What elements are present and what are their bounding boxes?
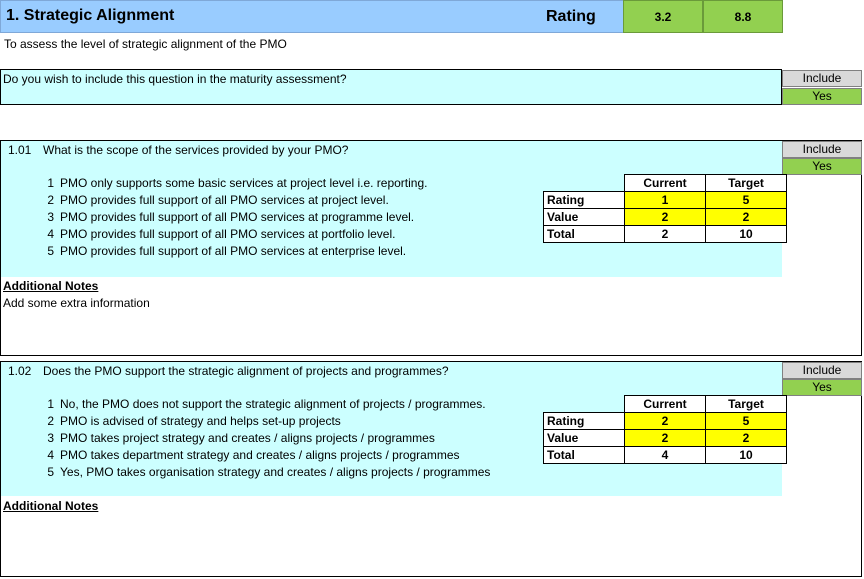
question-number: 1.02 — [8, 364, 32, 378]
option-number: 5 — [47, 244, 54, 258]
option-number: 2 — [47, 193, 54, 207]
option-text: PMO takes department strategy and creates / aligns projects / programmes — [60, 448, 460, 462]
option-number: 2 — [47, 414, 54, 428]
list-item — [40, 243, 428, 260]
grid-header-current: Current — [625, 175, 706, 192]
list-item — [40, 175, 428, 192]
grid-row-label: Value — [544, 209, 625, 226]
question-text: What is the scope of the services provided by your PMO? — [43, 143, 349, 157]
option-text: Yes, PMO takes organisation strategy and creates / aligns projects / programmes — [60, 465, 491, 479]
additional-notes-field[interactable] — [3, 516, 773, 572]
list-item — [40, 192, 428, 209]
option-text: PMO takes project strategy and creates / aligns projects / programmes — [60, 431, 435, 445]
grid-corner — [544, 396, 625, 413]
target-total: 10 — [706, 226, 787, 243]
grid-header-target: Target — [706, 175, 787, 192]
option-text: PMO provides full support of all PMO services at portfolio level. — [60, 227, 396, 241]
question-text: Does the PMO support the strategic alignment of projects and programmes? — [43, 364, 449, 378]
option-text: PMO is advised of strategy and helps set-up projects — [60, 414, 341, 428]
list-item — [40, 396, 490, 413]
target-rating-input[interactable]: 5 — [706, 192, 787, 209]
grid-header-current: Current — [625, 396, 706, 413]
rating-grid — [543, 395, 787, 464]
list-item — [40, 209, 428, 226]
options-list — [40, 396, 490, 481]
grid-row-label: Total — [544, 447, 625, 464]
current-rating-input[interactable]: 2 — [625, 413, 706, 430]
question-number: 1.01 — [8, 143, 32, 157]
current-total: 2 — [625, 226, 706, 243]
grid-row-label: Value — [544, 430, 625, 447]
additional-notes-title: Additional Notes — [3, 499, 99, 513]
list-item — [40, 464, 490, 481]
target-total: 10 — [706, 447, 787, 464]
include-label-cell: Include — [782, 70, 862, 87]
include-label-cell: Include — [782, 141, 862, 158]
current-rating-score: 3.2 — [623, 0, 703, 33]
include-dropdown[interactable]: Yes — [782, 379, 862, 396]
include-question-text: Do you wish to include this question in the maturity assessment? — [3, 72, 347, 86]
target-rating-input[interactable]: 5 — [706, 413, 787, 430]
current-total: 4 — [625, 447, 706, 464]
option-text: No, the PMO does not support the strategic alignment of projects / programmes. — [60, 397, 486, 411]
option-number: 3 — [47, 431, 54, 445]
option-number: 3 — [47, 210, 54, 224]
list-item — [40, 413, 490, 430]
include-label-cell: Include — [782, 362, 862, 379]
target-value-input[interactable]: 2 — [706, 209, 787, 226]
grid-header-target: Target — [706, 396, 787, 413]
option-number: 1 — [47, 397, 54, 411]
grid-row-label: Rating — [544, 192, 625, 209]
current-value-input[interactable]: 2 — [625, 209, 706, 226]
option-number: 1 — [47, 176, 54, 190]
include-dropdown[interactable]: Yes — [782, 88, 862, 105]
option-number: 5 — [47, 465, 54, 479]
list-item — [40, 447, 490, 464]
list-item — [40, 226, 428, 243]
list-item — [40, 430, 490, 447]
section-subtitle: To assess the level of strategic alignment of the PMO — [4, 37, 287, 51]
current-rating-input[interactable]: 1 — [625, 192, 706, 209]
grid-row-label: Total — [544, 226, 625, 243]
option-text: PMO only supports some basic services at project level i.e. reporting. — [60, 176, 428, 190]
option-number: 4 — [47, 448, 54, 462]
grid-row-label: Rating — [544, 413, 625, 430]
current-value-input[interactable]: 2 — [625, 430, 706, 447]
target-rating-score: 8.8 — [703, 0, 783, 33]
rating-label: Rating — [546, 8, 596, 25]
section-title: 1. Strategic Alignment — [6, 7, 175, 24]
target-value-input[interactable]: 2 — [706, 430, 787, 447]
option-text: PMO provides full support of all PMO services at enterprise level. — [60, 244, 407, 258]
include-dropdown[interactable]: Yes — [782, 158, 862, 175]
additional-notes-title: Additional Notes — [3, 279, 99, 293]
option-text: PMO provides full support of all PMO services at project level. — [60, 193, 389, 207]
additional-notes-field[interactable]: Add some extra information — [3, 296, 150, 310]
grid-corner — [544, 175, 625, 192]
option-number: 4 — [47, 227, 54, 241]
rating-grid — [543, 174, 787, 243]
option-text: PMO provides full support of all PMO services at programme level. — [60, 210, 415, 224]
options-list — [40, 175, 428, 260]
